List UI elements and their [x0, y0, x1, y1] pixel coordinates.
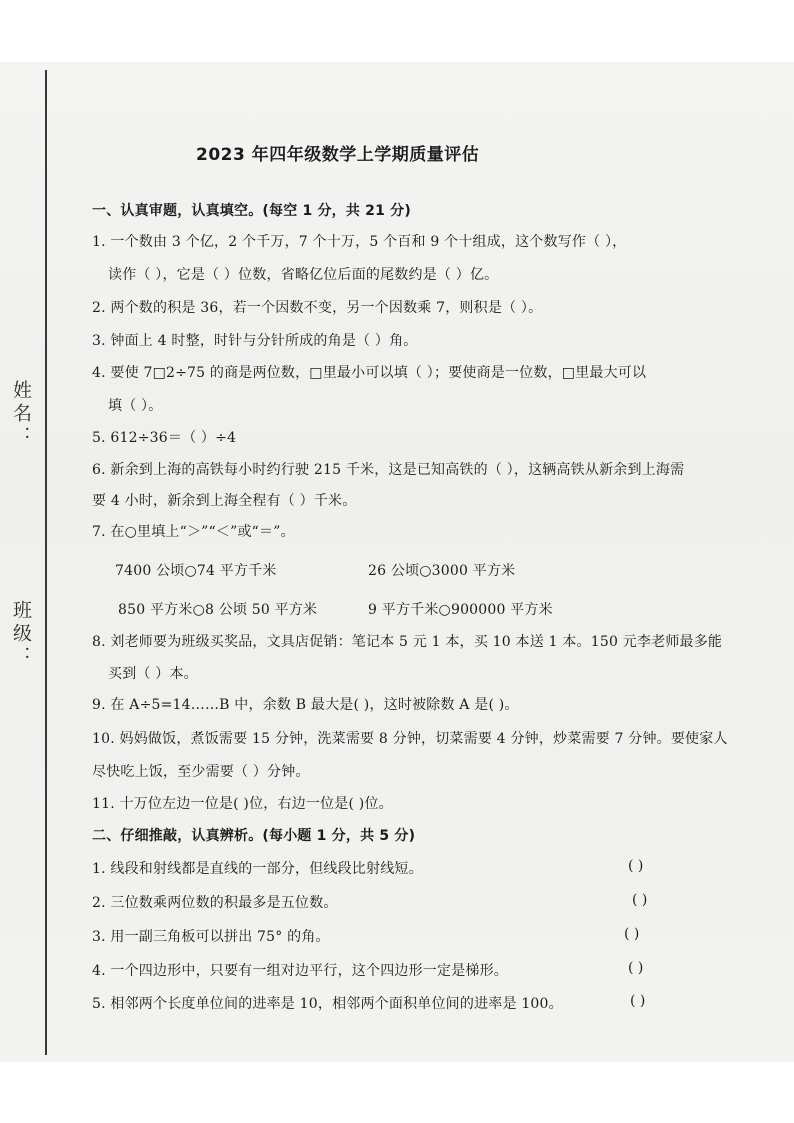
question-4-line2: 填（ ）。: [108, 398, 163, 414]
question-1-line2: 读作（ ），它是（ ）位数，省略亿位后面的尾数约是（ ）亿。: [108, 267, 499, 283]
question-11: 11. 十万位左边一位是( )位，右边一位是( )位。: [92, 796, 393, 812]
judge-item-1: 1. 线段和射线都是直线的一部分，但线段比射线短。: [92, 861, 423, 877]
question-4-line1: 4. 要使 7□2÷75 的商是两位数，□里最小可以填（ ）；要使商是一位数，□里最大可以: [92, 365, 647, 381]
compare-item-1: 7400 公顷○74 平方千米: [115, 563, 277, 579]
question-8-line1: 8. 刘老师要为班级买奖品，文具店促销：笔记本 5 元 1 本，买 10 本送 1 本。150 元李老师最多能: [92, 634, 723, 650]
question-7: 7. 在○里填上“＞”“＜”或“＝”。: [92, 524, 295, 540]
question-9: 9. 在 A÷5=14……B 中，余数 B 最大是( )，这时被除数 A 是( )。: [92, 697, 519, 713]
question-5: 5. 612÷36＝（ ）÷4: [92, 430, 237, 446]
question-10-line2: 尽快吃上饭，至少需要（ ）分钟。: [92, 764, 310, 780]
section2-heading: 二、仔细推敲，认真辨析。(每小题 1 分，共 5 分): [92, 828, 416, 844]
question-3: 3. 钟面上 4 时整，时针与分针所成的角是（ ）角。: [92, 333, 418, 349]
section1-heading: 一、认真审题，认真填空。(每空 1 分，共 21 分): [92, 203, 411, 219]
judge-bracket-4: ( ): [628, 960, 644, 976]
judge-bracket-2: ( ): [632, 892, 648, 908]
compare-item-2: 26 公顷○3000 平方米: [368, 563, 516, 579]
judge-item-3: 3. 用一副三角板可以拼出 75° 的角。: [92, 929, 330, 945]
question-1-line1: 1. 一个数由 3 个亿，2 个千万，7 个十万，5 个百和 9 个十组成，这个数写作（ ），: [92, 234, 627, 250]
judge-bracket-1: ( ): [628, 858, 644, 874]
judge-item-5: 5. 相邻两个长度单位间的进率是 10，相邻两个面积单位间的进率是 100。: [92, 996, 563, 1012]
judge-item-2: 2. 三位数乘两位数的积最多是五位数。: [92, 895, 338, 911]
question-8-line2: 买到（ ）本。: [108, 666, 198, 682]
name-label: 姓名：: [10, 380, 32, 449]
class-label: 班级：: [10, 600, 32, 669]
question-2: 2. 两个数的积是 36，若一个因数不变，另一个因数乘 7，则积是（ ）。: [92, 300, 543, 316]
compare-item-3: 850 平方米○8 公顷 50 平方米: [118, 602, 318, 618]
question-10-line1: 10. 妈妈做饭，煮饭需要 15 分钟，洗菜需要 8 分钟，切菜需要 4 分钟，炒菜需要 7 分钟。要使家人: [92, 731, 728, 747]
compare-item-4: 9 平方千米○900000 平方米: [368, 602, 553, 618]
page-title: 2023 年四年级数学上学期质量评估: [196, 145, 480, 165]
judge-bracket-5: ( ): [630, 993, 646, 1009]
question-6-line1: 6. 新余到上海的高铁每小时约行驶 215 千米，这是已知高铁的（ ），这辆高铁从新余到上海需: [92, 462, 685, 478]
judge-item-4: 4. 一个四边形中，只要有一组对边平行，这个四边形一定是梯形。: [92, 963, 509, 979]
judge-bracket-3: ( ): [624, 926, 640, 942]
binding-margin-line: [45, 70, 47, 1055]
question-6-line2: 要 4 小时，新余到上海全程有（ ）千米。: [92, 493, 357, 509]
